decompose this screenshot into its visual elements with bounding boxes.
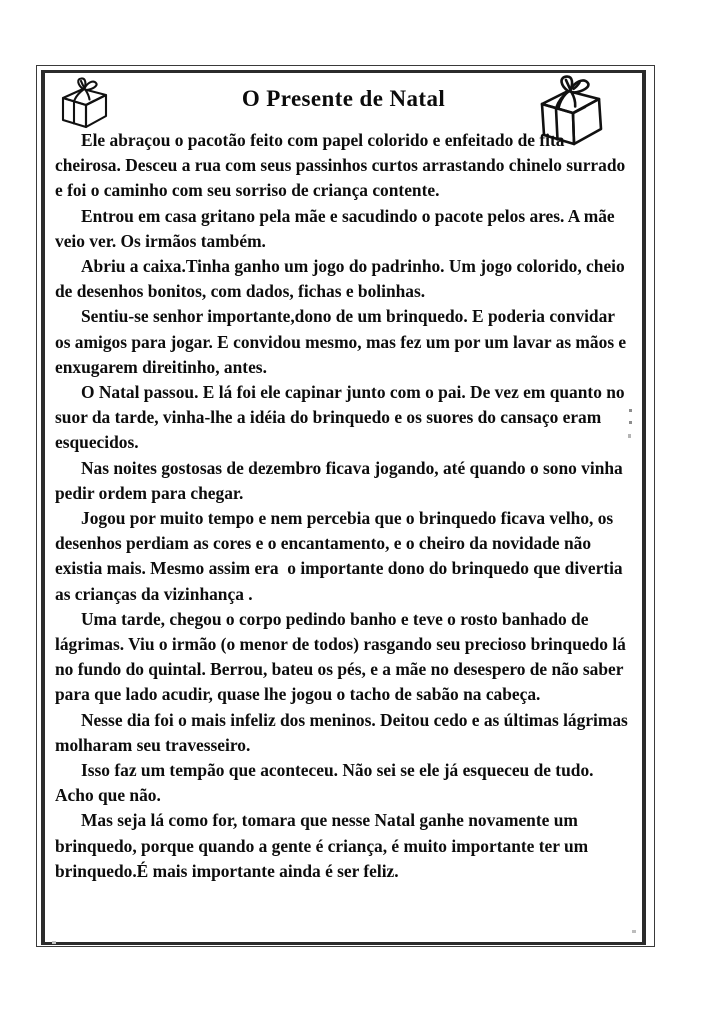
scan-artifact [632,930,636,933]
paragraph: Nas noites gostosas de dezembro ficava jogando, até quando o sono vinha pedir ordem para chegar. [55,457,628,503]
scan-artifact [52,941,56,944]
paragraph: Mas seja lá como for, tomara que nesse Natal ganhe novamente um brinquedo, porque quando a gente é criança, é muito importante ter um brinquedo.É mais importante ainda é ser feliz. [55,810,593,881]
scan-artifact [628,434,631,438]
paragraph: Abriu a caixa.Tinha ganho um jogo do padrinho. Um jogo colorido, cheio de desenhos bonitos, com dados, fichas e bolinhas. [55,256,630,302]
page-title: O Presente de Natal [241,86,446,111]
paragraph: Jogou por muito tempo e nem percebia que o brinquedo ficava velho, os desenhos perdiam as cores e o encantamento, e o cheiro da novidade não existia mais. Mesmo assim era o importante dono do brinquedo que divertia as crianças da vizinhança . [55,508,627,604]
paragraph: Ele abraçou o pacotão feito com papel colorido e enfeitado de fita cheirosa. Desceu a rua com seus passinhos curtos arrastando chinelo surrado e foi o caminho com seu sorriso de criança contente. [55,130,630,201]
paragraph: O Natal passou. E lá foi ele capinar junto com o pai. De vez em quanto no suor da tarde, vinha-lhe a idéia do brinquedo e os suores do cansaço eram esquecidos. [55,382,629,453]
paragraph: Isso faz um tempão que aconteceu. Não sei se ele já esqueceu de tudo. Acho que não. [55,760,597,806]
paragraph: Entrou em casa gritano pela mãe e sacudindo o pacote pelos ares. A mãe veio ver. Os irmãos também. [55,205,619,251]
paragraph: Uma tarde, chegou o corpo pedindo banho e teve o rosto banhado de lágrimas. Viu o irmão (o menor de todos) rasgando seu precioso brinquedo lá no fundo do quintal. Berrou, bateu os pés, e a mãe no desespero de não saber para que lado acudir, quase lhe jogou o tacho de sabão na cabeça. [55,608,631,705]
paragraph: Nesse dia foi o mais infeliz dos meninos. Deitou cedo e as últimas lágrimas molharam seu travesseiro. [55,709,633,755]
story-body [55,128,633,884]
paragraph: Sentiu-se senhor importante,dono de um brinquedo. E poderia convidar os amigos para jogar. E convidou mesmo, mas fez um por um lavar as mãos e enxugarem direitinho, antes. [55,306,631,377]
document-header [46,72,641,134]
scan-artifact [629,409,632,412]
scan-artifact [629,421,632,424]
